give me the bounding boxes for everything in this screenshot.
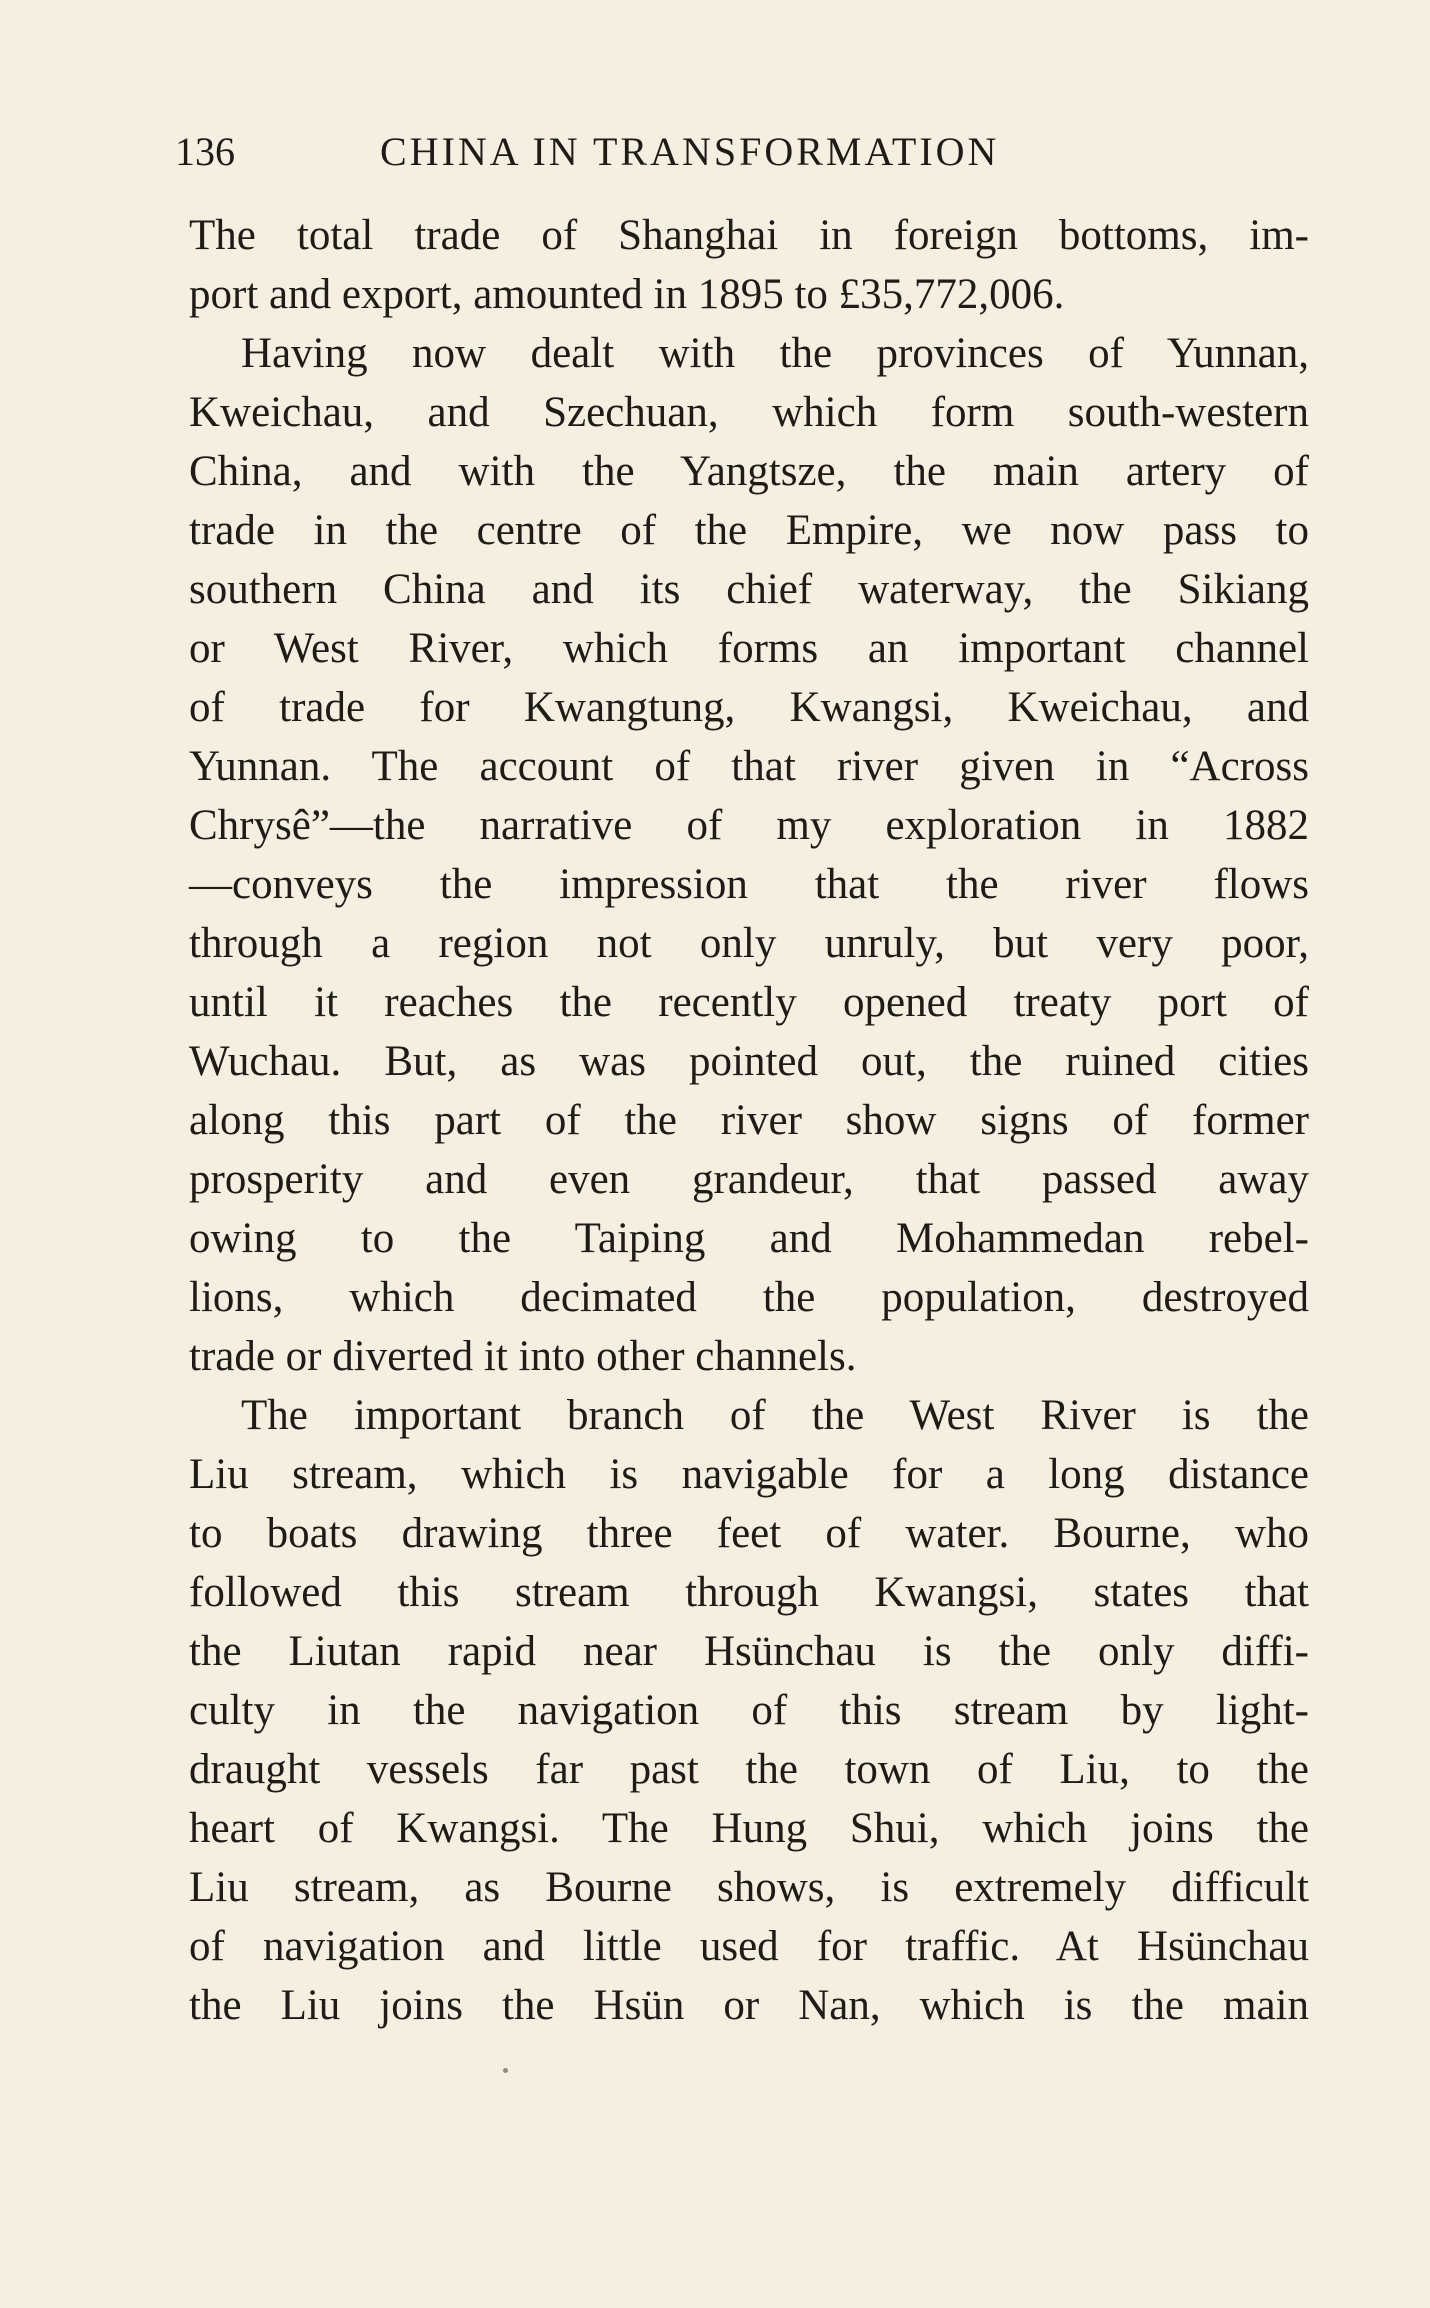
running-title: CHINA IN TRANSFORMATION: [380, 129, 1000, 174]
text-line: of trade for Kwangtung, Kwangsi, Kweichau, and: [189, 684, 1309, 731]
text-line: the Liutan rapid near Hsünchau is the only diffi-: [189, 1628, 1309, 1675]
body-text: [189, 206, 1309, 2035]
text-line: Liu stream, which is navigable for a long distance: [189, 1451, 1309, 1498]
page-number: 136: [175, 129, 235, 174]
text-line: owing to the Taiping and Mohammedan rebel-: [189, 1215, 1309, 1262]
text-line: the Liu joins the Hsün or Nan, which is the main: [189, 1982, 1309, 2029]
text-line: Liu stream, as Bourne shows, is extremely difficult: [189, 1864, 1309, 1911]
text-line: of navigation and little used for traffic. At Hsünchau: [189, 1923, 1309, 1970]
text-line: until it reaches the recently opened treaty port of: [189, 979, 1309, 1026]
text-line: followed this stream through Kwangsi, states that: [189, 1569, 1309, 1616]
text-line: southern China and its chief waterway, the Sikiang: [189, 566, 1309, 613]
text-line: through a region not only unruly, but very poor,: [189, 920, 1309, 967]
paragraph-first-line: The important branch of the West River is the: [241, 1392, 1309, 1439]
text-line: trade or diverted it into other channels.: [189, 1333, 857, 1380]
text-line: —conveys the impression that the river flows: [189, 861, 1309, 908]
text-line: port and export, amounted in 1895 to £35,772,006.: [189, 271, 1065, 318]
text-line: heart of Kwangsi. The Hung Shui, which joins the: [189, 1805, 1309, 1852]
text-line: The total trade of Shanghai in foreign bottoms, im-: [189, 212, 1309, 259]
paragraph-first-line: Having now dealt with the provinces of Yunnan,: [241, 330, 1309, 377]
text-line: draught vessels far past the town of Liu, to the: [189, 1746, 1309, 1793]
text-line: Chrysê”—the narrative of my exploration in 1882: [189, 802, 1309, 849]
text-line: prosperity and even grandeur, that passed away: [189, 1156, 1309, 1203]
text-line: China, and with the Yangtsze, the main artery of: [189, 448, 1309, 495]
running-head: [175, 128, 1175, 178]
text-line: or West River, which forms an important channel: [189, 625, 1309, 672]
text-line: Yunnan. The account of that river given in “Across: [189, 743, 1309, 790]
paper-speck: [503, 2068, 508, 2073]
text-line: trade in the centre of the Empire, we now pass to: [189, 507, 1309, 554]
text-line: along this part of the river show signs of former: [189, 1097, 1309, 1144]
text-line: Kweichau, and Szechuan, which form south-western: [189, 389, 1309, 436]
text-line: Wuchau. But, as was pointed out, the ruined cities: [189, 1038, 1309, 1085]
text-line: culty in the navigation of this stream by light-: [189, 1687, 1309, 1734]
text-line: to boats drawing three feet of water. Bourne, who: [189, 1510, 1309, 1557]
text-line: lions, which decimated the population, destroyed: [189, 1274, 1309, 1321]
